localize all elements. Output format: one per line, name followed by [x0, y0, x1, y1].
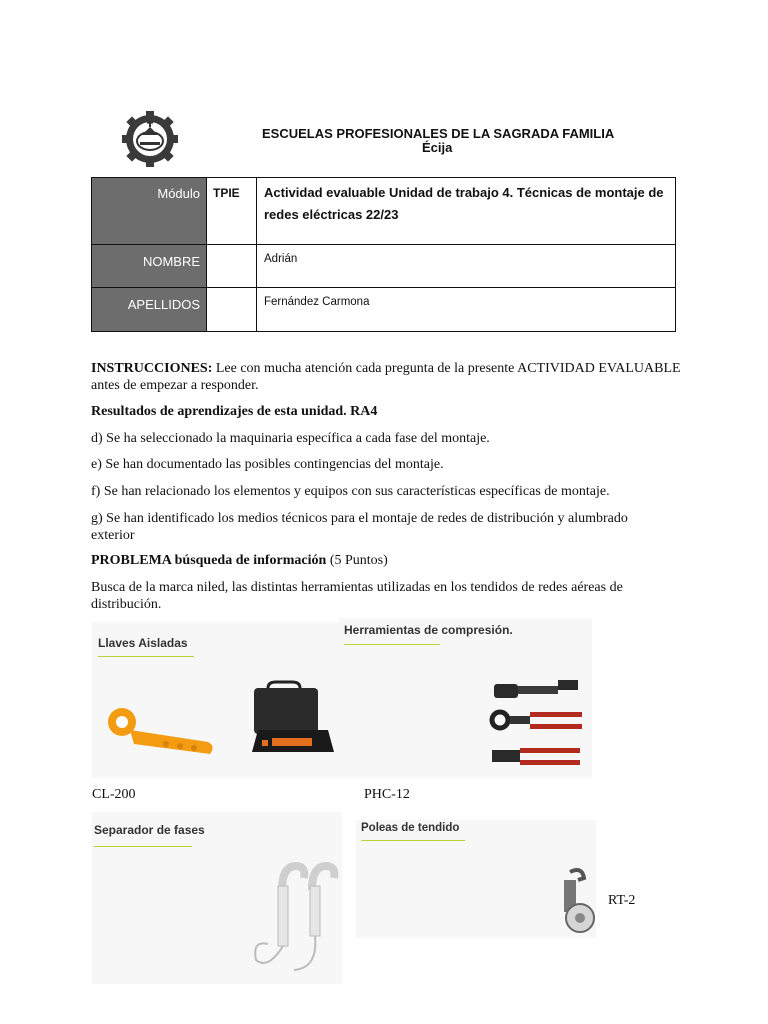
problem-label: PROBLEMA búsqueda de información — [91, 553, 327, 568]
result-f: f) Se han relacionado los elementos y equipos con sus características específicas de montaje. — [91, 484, 610, 499]
pulley-icon — [556, 868, 596, 938]
surname-label: APELLIDOS — [92, 288, 207, 332]
result-g: g) Se han identificado los medios técnicos para el montaje de redes de distribución y alumbrado exterior — [91, 511, 628, 543]
title-underline — [94, 846, 192, 847]
problem-text: Busca de la marca niled, las distintas herramientas utilizadas en los tendidos de redes aéreas de distribución. — [91, 580, 623, 612]
student-info-table — [91, 177, 676, 332]
compression-tool-icon — [488, 676, 588, 776]
module-code: TPIE — [207, 178, 257, 245]
pulleys-title: Poleas de tendido — [361, 822, 460, 834]
empty-cell — [207, 288, 257, 332]
title-underline — [98, 656, 194, 657]
module-label: Módulo — [92, 178, 207, 245]
compression-tools-title: Herramientas de compresión. — [344, 623, 513, 637]
compression-tools-panel — [338, 618, 592, 778]
surname-value: Fernández Carmona — [257, 288, 676, 332]
result-d: d) Se ha seleccionado la maquinaria específica a cada fase del montaje. — [91, 431, 490, 446]
compression-tools-caption: PHC-12 — [364, 787, 410, 802]
problem-heading — [91, 552, 681, 569]
phase-separator-icon — [248, 860, 342, 980]
instructions-label: INSTRUCCIONES: — [91, 361, 213, 376]
school-name: ESCUELAS PROFESIONALES DE LA SAGRADA FAMILIA — [262, 126, 615, 141]
problem-points: (5 Puntos) — [326, 553, 388, 568]
insulated-keys-caption: CL-200 — [92, 787, 136, 802]
name-label: NOMBRE — [92, 245, 207, 288]
result-e: e) Se han documentado las posibles contingencias del montaje. — [91, 457, 444, 472]
table-row — [92, 245, 676, 288]
pulleys-caption: RT-2 — [608, 893, 636, 908]
insulated-keys-panel — [92, 622, 338, 778]
empty-cell — [207, 245, 257, 288]
title-underline — [344, 644, 440, 645]
school-city: Écija — [422, 140, 453, 155]
instructions — [91, 360, 681, 394]
table-row — [92, 178, 676, 245]
title-underline — [361, 840, 465, 841]
tool-case-icon — [248, 680, 338, 760]
insulated-wrench-icon — [104, 700, 219, 760]
school-logo — [118, 111, 182, 167]
insulated-keys-title: Llaves Aisladas — [98, 636, 188, 650]
phase-separator-title: Separador de fases — [94, 823, 205, 837]
table-row — [92, 288, 676, 332]
phase-separator-panel — [92, 812, 342, 984]
instructions-text: Lee con mucha atención cada pregunta de la presente ACTIVIDAD EVALUABLE antes de empezar a responder. — [91, 361, 681, 393]
pulleys-panel — [356, 820, 596, 938]
results-title: Resultados de aprendizajes de esta unidad. RA4 — [91, 404, 378, 419]
activity-title: Actividad evaluable Unidad de trabajo 4. Técnicas de montaje de redes eléctricas 22/23 — [257, 178, 676, 245]
name-value: Adrián — [257, 245, 676, 288]
